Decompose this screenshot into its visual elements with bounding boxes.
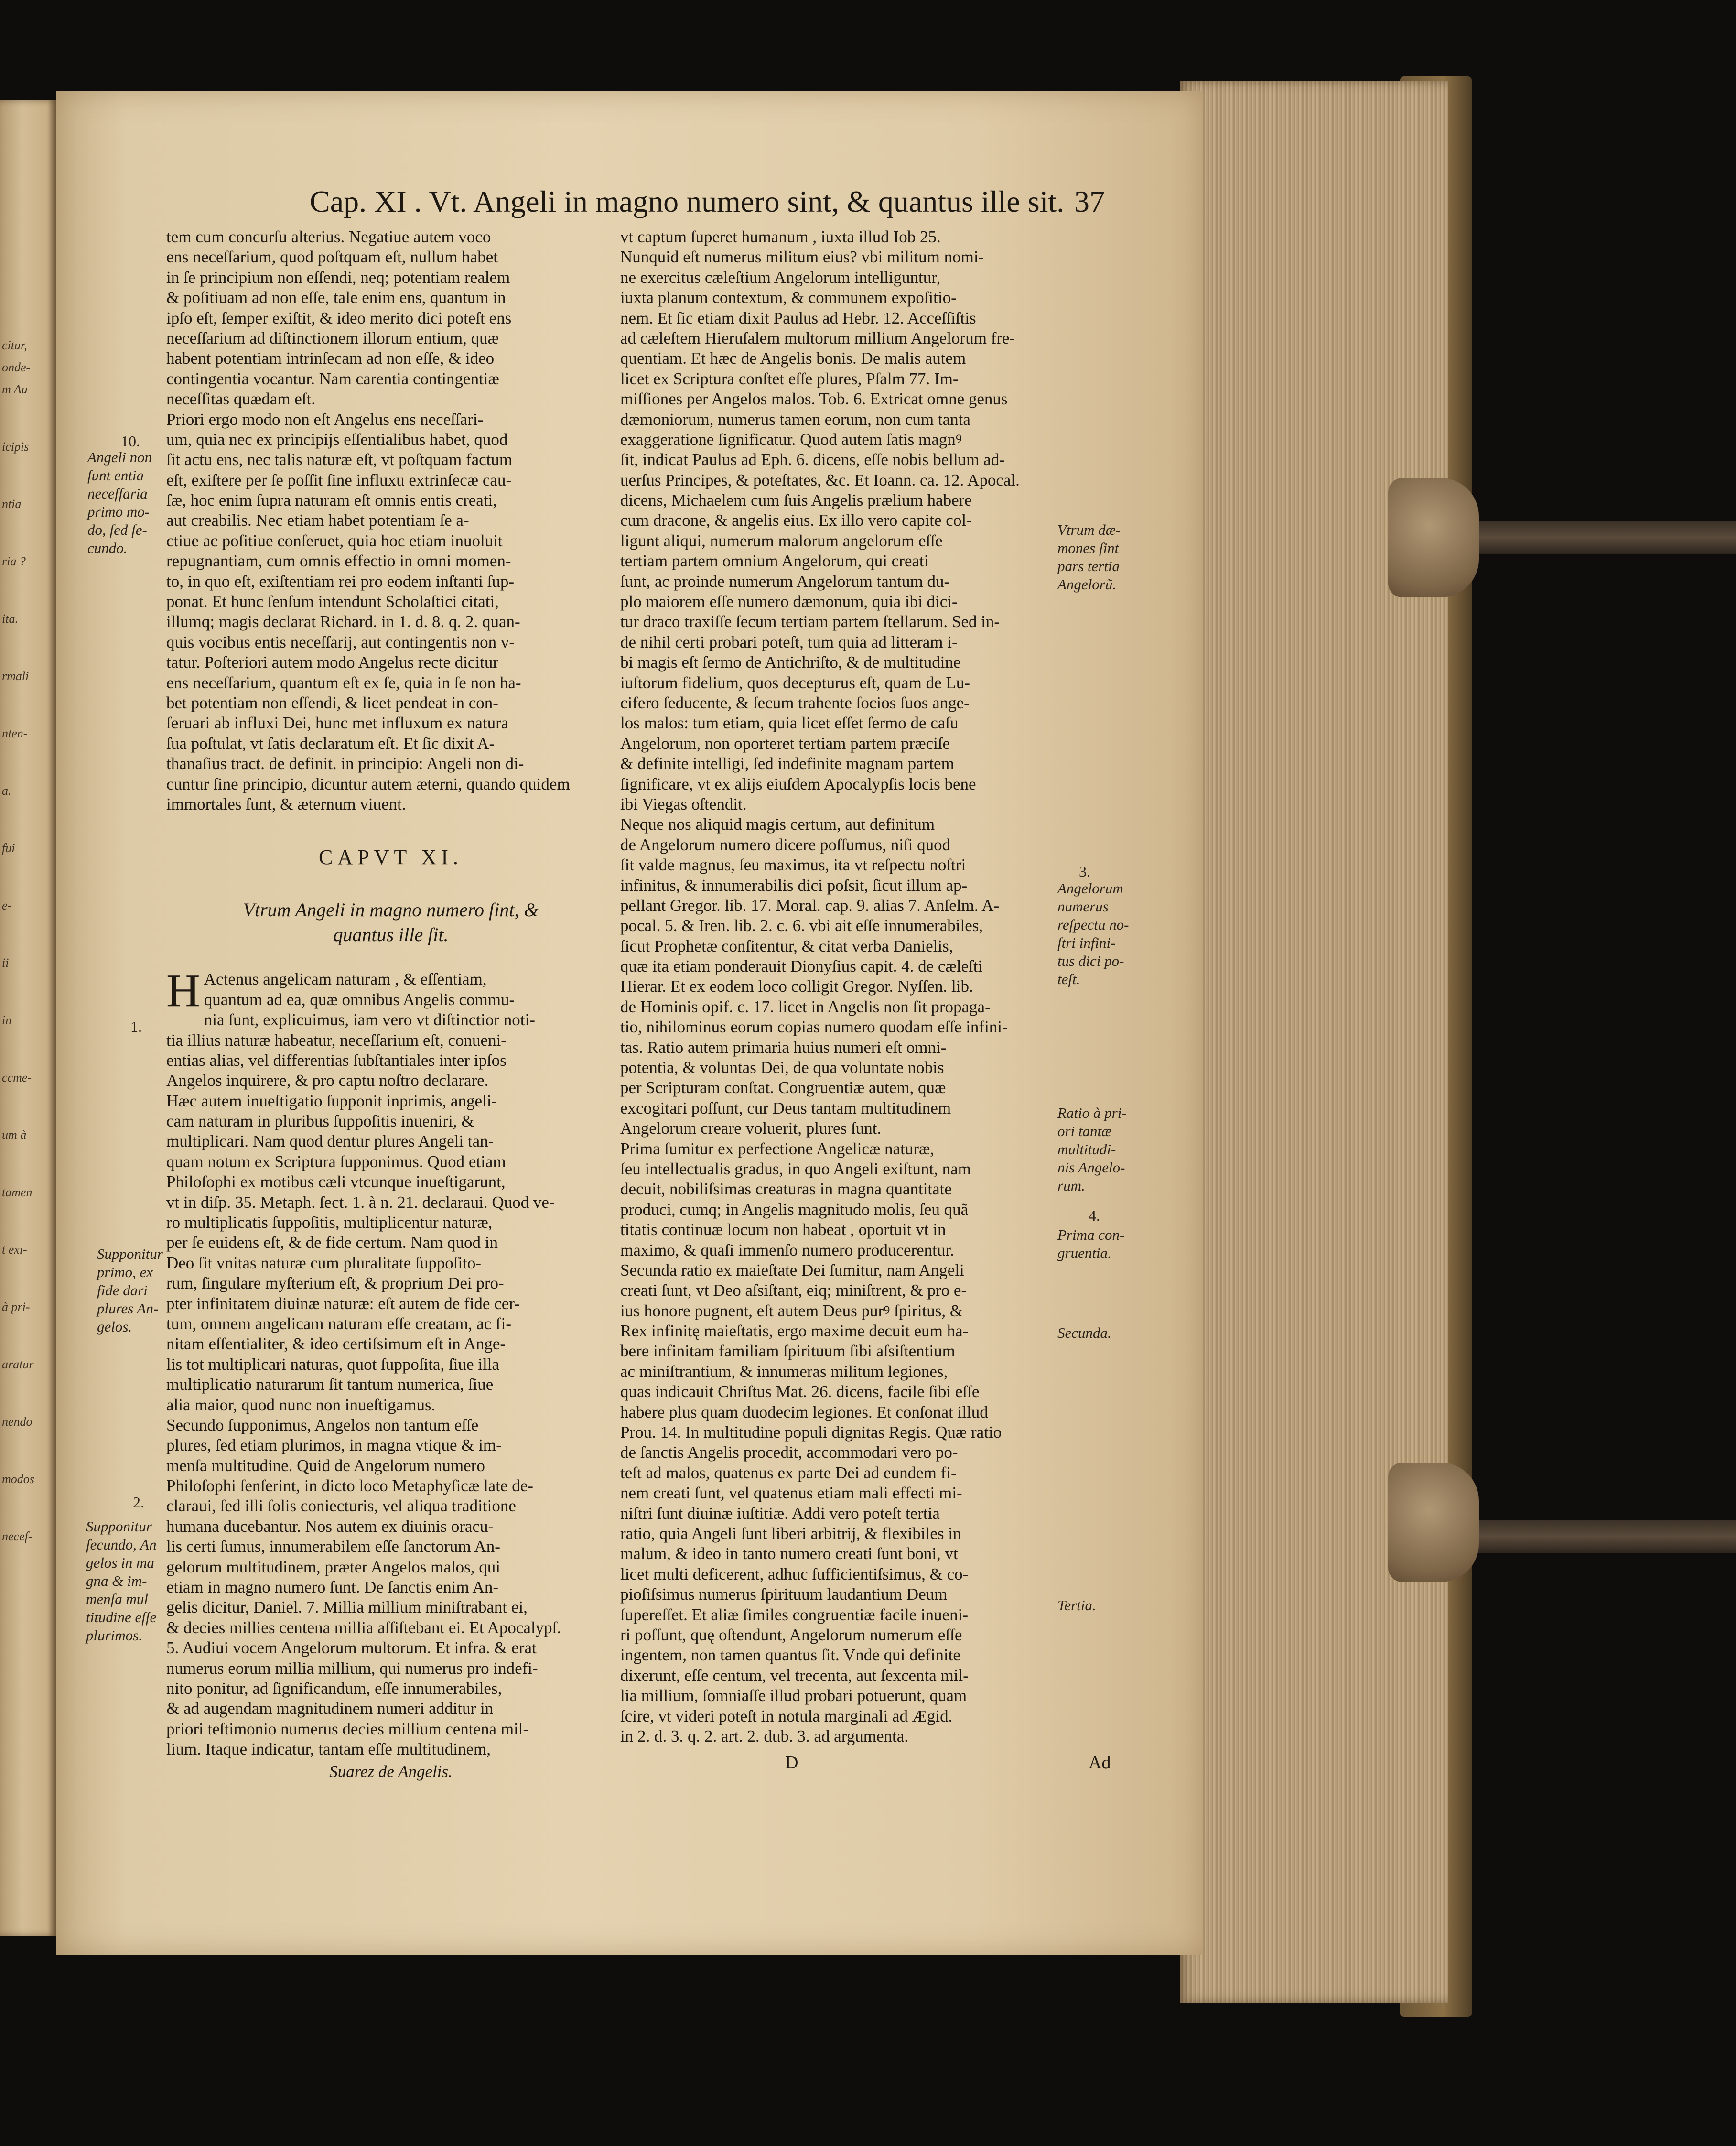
text-line: gelis dicitur, Daniel. 7. Millia millium miniſtrabant ei, <box>166 1598 528 1617</box>
text-line: ſignificare, vt ex alijs eiuſdem Apocalypſis locis bene <box>620 774 976 793</box>
clasp-top <box>1388 478 1479 597</box>
text-line: ſeu intellectualis gradus, in quo Angeli exiſtunt, nam <box>620 1159 971 1178</box>
margin-note-line: gruentia. <box>1057 1245 1111 1261</box>
text-line: tertiam partem omnium Angelorum, qui creati <box>620 552 929 571</box>
margin-note-3 <box>1057 879 1158 988</box>
page-fore-edge <box>1180 81 1448 2003</box>
chapter-body <box>166 965 615 1759</box>
text-line: quam notum ex Scriptura ſupponimus. Quod etiam <box>166 1152 506 1171</box>
text-line: ponat. Et hunc ſenſum intendunt Scholaſtici citati, <box>166 592 499 611</box>
text-line: quis vocibus entis neceſſarij, aut contingentis non v- <box>166 632 515 651</box>
catchword-right: Ad <box>1089 1753 1111 1773</box>
text-line: ingentem, non tamen quantus ſit. Vnde qui definite <box>620 1646 960 1665</box>
text-line: ligunt aliqui, numerum malorum angelorum eſſe <box>620 531 943 550</box>
page-footer <box>620 1752 1111 1781</box>
text-line: de ſanctis Angelis procedit, accommodari vero po- <box>620 1443 958 1462</box>
left-page-fragment: rmali <box>2 669 29 683</box>
text-line: ne exercitus cæleſtium Angelorum intelliguntur, <box>620 268 941 287</box>
margin-note-line: fide dari <box>97 1282 148 1299</box>
text-line: cuntur ſine principio, dicuntur autem æterni, quando quidem <box>166 774 570 793</box>
margin-note-line: menſa mul <box>86 1591 149 1607</box>
margin-note-line: plures An- <box>97 1300 159 1317</box>
page-number: 37 <box>1074 184 1105 218</box>
text-line: exaggeratione ſignificatur. Quod autem ſatis magnꝰ <box>620 430 962 449</box>
text-line: ctiue ac poſitiue conſeruet, quia hoc etiam inuoluit <box>166 531 503 550</box>
margin-note-line: Angelorũ. <box>1057 576 1117 593</box>
text-line: etiam in magno numero ſunt. De ſanctis enim An- <box>166 1578 498 1597</box>
text-line: de nihil certi probari poteſt, tum quia ad litteram i- <box>620 632 958 651</box>
margin-note-line: gna & im- <box>86 1572 147 1589</box>
margin-note-line: neceſſaria <box>87 485 148 502</box>
text-line: lium. Itaque indicatur, tantam eſſe multitudinem, <box>166 1740 491 1759</box>
left-column-text-top <box>166 227 615 814</box>
left-page-fragment: aratur <box>2 1357 34 1371</box>
margin-number-10: 10. <box>121 433 140 450</box>
running-head: Cap. XI . Vt. Angeli in magno numero sint, & quantus ille sit. <box>310 184 1065 218</box>
margin-note-tertia: Tertia. <box>1057 1597 1096 1614</box>
text-line: Philoſophi ſenſerint, in dicto loco Metaphyſicæ late de- <box>166 1476 533 1496</box>
text-line: miſſiones per Angelos malos. Tob. 6. Extricat omne genus <box>620 390 1008 409</box>
margin-note-line: nis Angelo- <box>1057 1159 1125 1176</box>
text-line: multiplicatio naturarum ſit tantum numerica, ſiue <box>166 1375 494 1394</box>
text-line: lis certi ſumus, innumerabilem eſſe ſanctorum An- <box>166 1537 500 1556</box>
signature-mark: D <box>785 1753 798 1773</box>
text-line: licet multi deficerent, adhuc ſufficientiſsimus, & co- <box>620 1564 969 1583</box>
margin-note-line: Supponitur <box>97 1246 163 1262</box>
text-line: Priori ergo modo non eſt Angelus ens neceſſari- <box>166 410 484 429</box>
text-line: Angelorum, non oporteret tertiam partem præciſe <box>620 734 950 753</box>
left-page-fragment: ita. <box>2 612 18 626</box>
chapter-subtitle <box>166 898 615 955</box>
text-line: Secunda ratio ex maieſtate Dei ſumitur, nam Angeli <box>620 1260 964 1279</box>
text-line: dicens, Michaelem cum ſuis Angelis prælium habere <box>620 491 972 510</box>
text-line: ſæ, hoc enim ſupra naturam eſt omnis entis creati, <box>166 491 497 510</box>
text-line: nem creati ſunt, vel quatenus etiam mali effecti mi- <box>620 1484 962 1503</box>
text-line: pioſiſsimus numerus ſpirituum laudantium Deum <box>620 1585 948 1604</box>
text-line: iuſtorum fidelium, quos decepturus eſt, quam de Lu- <box>620 673 970 692</box>
text-line: multiplicari. Nam quod dentur plures Angeli tan- <box>166 1132 494 1151</box>
text-line: tio, nihilominus eorum copias numero quodam eſſe infini- <box>620 1018 1008 1037</box>
text-line: & decies millies centena millia aſſiſtebant ei. Et Apocalypſ. <box>166 1618 561 1637</box>
margin-note-line: gelos. <box>97 1318 132 1335</box>
margin-note-ratio <box>1057 1104 1158 1195</box>
text-line: repugnantiam, cum omnis effectio in omni momen- <box>166 552 511 571</box>
text-line: Hæc autem inueſtigatio ſupponit inprimis, angeli- <box>166 1091 497 1110</box>
margin-note-line: Vtrum dæ- <box>1057 521 1121 538</box>
text-line: 5. Audiui vocem Angelorum multorum. Et infra. & erat <box>166 1638 537 1658</box>
text-line: menſa multitudine. Quid de Angelorum numero <box>166 1456 485 1475</box>
text-line: Prou. 14. In multitudine populi dignitas Regis. Quæ ratio <box>620 1423 1002 1442</box>
text-line: Hierar. Et ex eodem loco colligit Gregor. Nyſſen. lib. <box>620 977 973 996</box>
left-page-fragment: ria ? <box>2 554 26 568</box>
left-page-edge-text <box>2 335 54 1583</box>
left-facing-page <box>0 100 56 1936</box>
text-line: Rex infinitę maieſtatis, ergo maxime decuit eum ha- <box>620 1322 969 1341</box>
left-page-fragment: ccme- <box>2 1071 32 1084</box>
left-page-fragment: m Au <box>2 382 28 396</box>
text-line: ac miniſtrantium, & innumeras militum legiones, <box>620 1362 948 1381</box>
text-line: in ſe principium non eſſendi, neq; potentiam realem <box>166 268 510 287</box>
text-line: entias alias, vel differentias ſubſtantiales inter ipſos <box>166 1051 507 1070</box>
text-line: malum, & ideo in tanto numero creati ſunt boni, vt <box>620 1544 958 1563</box>
left-page-fragment: fui <box>2 841 15 855</box>
text-line: ſeruari ab influxi Dei, hunc met influxum ex natura <box>166 714 509 733</box>
text-line: pellant Gregor. lib. 17. Moral. cap. 9. alias 7. Anſelm. A- <box>620 896 1000 915</box>
text-line: vt captum ſuperet humanum , iuxta illud Iob 25. <box>620 228 941 246</box>
text-line: ens neceſſarium, quantum eſt ex ſe, quia in ſe non ha- <box>166 673 521 692</box>
margin-note-line: reſpectu no- <box>1057 916 1129 933</box>
margin-number-3: 3. <box>1079 863 1090 880</box>
text-line: ſit valde magnus, ſeu maximus, ita vt reſpectu noſtri <box>620 856 966 875</box>
text-line: pter infinitatem diuinæ naturæ: eſt autem de fide cer- <box>166 1294 520 1313</box>
left-page-fragment: ntia <box>2 497 22 511</box>
left-page-fragment: nten- <box>2 726 28 740</box>
text-line: nem. Et ſic etiam dixit Paulus ad Hebr. 12. Acceſſiſtis <box>620 308 976 327</box>
text-line: cifero ſeducente, & ſecum trahente ſocios ſuos ange- <box>620 693 970 712</box>
text-line: teſt ad malos, quatenus ex parte Dei ad eundem fi- <box>620 1463 957 1482</box>
text-line: Actenus angelicam naturam , & eſſentiam, <box>204 970 487 989</box>
text-line: immortales ſunt, & æternum viuent. <box>166 794 406 813</box>
text-line: claraui, ſed illi ſolis coniecturis, vel aliqua traditione <box>166 1496 516 1516</box>
margin-note-line: gelos in ma <box>86 1554 154 1571</box>
margin-note-line: Angeli non <box>87 449 152 466</box>
margin-note-line: cundo. <box>87 540 128 556</box>
text-line: gelorum multitudinem, præter Angelos malos, qui <box>166 1557 500 1576</box>
text-line: uerſus Principes, & poteſtates, &c. Et Ioann. ca. 12. Apocal. <box>620 470 1020 489</box>
margin-note-line: Prima con- <box>1057 1226 1125 1243</box>
right-column-text <box>620 227 1069 1746</box>
text-line: humana ducebantur. Nos autem ex diuinis oracu- <box>166 1517 494 1536</box>
text-line: thanaſius tract. de definit. in principio: Angeli non di- <box>166 754 524 773</box>
text-line: per Scripturam conſtat. Congruentiæ autem, quæ <box>620 1078 946 1097</box>
left-page-fragment: tamen <box>2 1185 32 1199</box>
text-line: ad cæleſtem Hieruſalem multorum millium Angelorum fre- <box>620 328 1015 347</box>
text-line: nitam eſſentialiter, & ideo certiſsimum eſt in Ange- <box>166 1334 506 1354</box>
text-line: plures, ſed etiam plurimos, in magna vtique & im- <box>166 1436 502 1455</box>
text-line: bi magis eſt ſermo de Antichriſto, & de multitudine <box>620 653 961 672</box>
text-line: ſua poſtulat, vt ſatis declaratum eſt. Et ſic dixit A- <box>166 734 495 753</box>
chapter-subtitle-line-1: Vtrum Angeli in magno numero ſint, & <box>243 899 539 921</box>
text-line: ipſo eſt, ſemper exiſtit, & ideo merito dici poteſt ens <box>166 308 512 327</box>
margin-note-line: plurimos. <box>86 1627 142 1644</box>
margin-note-line: titudine eſſe <box>86 1609 157 1626</box>
text-line: tatur. Poſteriori autem modo Angelus recte dicitur <box>166 653 498 672</box>
left-page-fragment: modos <box>2 1472 34 1486</box>
text-line: ſunt, ac proinde numerum Angelorum tantum du- <box>620 572 950 591</box>
text-line: decuit, nobiliſsimas creaturas in magna quantitate <box>620 1180 952 1199</box>
text-line: neceſſitas quædam eſt. <box>166 390 315 409</box>
text-line: priori teſtimonio numerus decies millium centena mil- <box>166 1719 529 1738</box>
text-line: tia illius naturæ habeatur, neceſſarium eſt, conueni- <box>166 1030 507 1050</box>
margin-note-line: Supponitur <box>86 1518 152 1535</box>
text-line: ſupereſſet. Et aliæ ſimiles congruentiæ facile inueni- <box>620 1605 968 1624</box>
text-line: bet potentiam non eſſendi, & licet pendeat in con- <box>166 693 498 712</box>
left-column <box>166 227 615 1782</box>
margin-note-line: primo mo- <box>87 503 150 520</box>
text-line: lis tot multiplicari naturas, quot ſuppoſita, ſiue illa <box>166 1355 499 1374</box>
left-page-fragment: in <box>2 1013 12 1027</box>
text-line: tas. Ratio autem primaria huius numeri eſt omni- <box>620 1038 947 1057</box>
text-line: quentiam. Et hæc de Angelis bonis. De malis autem <box>620 349 966 368</box>
text-line: produci, cumq; in Angelis magnitudo molis, ſeu quã <box>620 1200 969 1219</box>
text-line: ius honore pugnent, eſt autem Deus purꝰ ſpiritus, & <box>620 1301 963 1320</box>
text-line: de Hominis opif. c. 17. licet in Angelis non ſit propaga- <box>620 997 991 1016</box>
left-column-text-bottom <box>166 965 615 1759</box>
left-page-fragment: t exi- <box>2 1243 27 1257</box>
left-page-fragment: citur, <box>2 338 27 352</box>
text-line: quantum ad ea, quæ omnibus Angelis commu- <box>204 990 515 1009</box>
text-line: illumq; magis declarat Richard. in 1. d. 8. q. 2. quan- <box>166 612 520 631</box>
text-line: Angelos inquirere, & pro captu noſtro declarare. <box>166 1071 489 1090</box>
left-page-fragment: necef- <box>2 1529 32 1543</box>
margin-note-line: teſt. <box>1057 971 1080 987</box>
text-line: contingentia vocantur. Nam carentia contingentiæ <box>166 369 499 388</box>
text-line: cum dracone, & angelis eius. Ex illo vero capite col- <box>620 511 972 530</box>
left-page-fragment: a. <box>2 784 11 798</box>
text-line: Nunquid eſt numerus militum eius? vbi militum nomi- <box>620 248 984 267</box>
left-page-fragment: ii <box>2 956 9 970</box>
text-line: tur draco traxiſſe ſecum tertiam partem ſtellarum. Sed in- <box>620 612 1000 631</box>
margin-note-line: do, ſed ſe- <box>87 521 147 538</box>
text-line: quæ ita etiam ponderauit Dionyſius capit. 4. de cæleſti <box>620 957 983 976</box>
chapter-subtitle-line-2: quantus ille ſit. <box>333 924 449 946</box>
margin-number-4: 4. <box>1089 1207 1100 1224</box>
text-line: niſtri ſunt diuinæ iuſtitiæ. Addi vero poteſt tertia <box>620 1504 940 1523</box>
margin-note-line: Angelorum <box>1057 880 1123 897</box>
left-page-fragment: icipis <box>2 440 29 454</box>
text-line: ri poſſunt, quę oſtendunt, Angelorum numerum eſſe <box>620 1625 962 1644</box>
text-line: tum, omnem angelicam naturam eſſe creatam, ac fi- <box>166 1314 512 1333</box>
text-line: titatis continuæ locum non habeat , oportuit vt in <box>620 1220 946 1239</box>
text-line: rum, ſingulare myſterium eſt, & proprium Dei pro- <box>166 1274 504 1293</box>
text-line: lia millium, ſomniaſſe illud probari potuerunt, quam <box>620 1686 967 1705</box>
text-line: ſcire, vt videri poteſt in notula marginali ad Ægid. <box>620 1706 953 1725</box>
margin-note-line: tus dici po- <box>1057 953 1124 969</box>
text-line: tem cum concurſu alterius. Negatiue autem voco <box>166 228 491 246</box>
left-page-fragment: e- <box>2 899 12 912</box>
text-line: & ad augendam magnitudinem numeri additur in <box>166 1699 494 1718</box>
text-line: cam naturam in pluribus ſuppoſitis inueniri, & <box>166 1112 474 1131</box>
text-line: maximo, & quaſi immenſo numero producerentur. <box>620 1240 954 1259</box>
margin-note-line: rum. <box>1057 1177 1085 1194</box>
text-line: Neque nos aliquid magis certum, aut definitum <box>620 815 935 834</box>
margin-note-line: multitudi- <box>1057 1141 1116 1158</box>
margin-note-line: pars tertia <box>1057 558 1120 574</box>
page-header <box>252 184 1112 227</box>
text-line: ſit actu ens, nec talis naturæ eſt, vt poſtquam factum <box>166 450 513 469</box>
margin-note-line: ſecundo, An <box>86 1536 157 1553</box>
margin-note-line: mones ſint <box>1057 540 1119 556</box>
text-line: ro multiplicatis ſuppoſitis, multiplicentur naturæ, <box>166 1213 493 1232</box>
text-line: excogitari poſſunt, cur Deus tantam multitudinem <box>620 1098 951 1117</box>
left-page-fragment: nendo <box>2 1415 32 1429</box>
text-line: potentia, & voluntas Dei, de qua voluntate nobis <box>620 1058 944 1077</box>
text-line: dæmoniorum, numerus tamen eorum, non cum tanta <box>620 410 970 429</box>
text-line: ſit, indicat Paulus ad Eph. 6. dicens, eſſe nobis bellum ad- <box>620 450 1005 469</box>
margin-note-daemones <box>1057 521 1153 594</box>
margin-number-2: 2. <box>133 1494 144 1511</box>
margin-note-line: ori tantæ <box>1057 1123 1111 1139</box>
text-line: licet ex Scriptura conſtet eſſe plures, Pſalm 77. Im- <box>620 369 959 388</box>
text-line: pocal. 5. & Iren. lib. 2. c. 6. vbi ait eſſe innumerabiles, <box>620 916 983 935</box>
margin-note-line: ſunt entia <box>87 467 144 484</box>
chapter-title: CAPVT XI. <box>319 845 463 869</box>
text-line: to, in quo eſt, exiſtentiam rei pro eodem inſtanti ſup- <box>166 572 515 591</box>
left-page-fragment: onde- <box>2 360 31 374</box>
catchword-left: Suarez de Angelis. <box>329 1762 453 1781</box>
text-line: alia maior, quod nunc non inueſtigamus. <box>166 1395 436 1414</box>
text-line: habere plus quam duodecim legiones. Et conſonat illud <box>620 1402 988 1421</box>
text-line: plo maiorem eſſe numero dæmonum, quia ibi dici- <box>620 592 958 611</box>
margin-note-4 <box>1057 1226 1158 1262</box>
text-line: ens neceſſarium, quod poſtquam eſt, nullum habet <box>166 248 498 267</box>
text-line: aut creabilis. Nec etiam habet potentiam ſe a- <box>166 511 469 530</box>
text-line: vt in diſp. 35. Metaph. ſect. 1. à n. 21. declaraui. Quod ve- <box>166 1192 555 1212</box>
text-line: habent potentiam intrinſecam ad non eſſe, & ideo <box>166 349 495 368</box>
clasp-bottom <box>1388 1463 1479 1582</box>
text-line: Secundo ſupponimus, Angelos non tantum eſſe <box>166 1415 479 1434</box>
page-37 <box>56 91 1203 1955</box>
text-line: nia ſunt, explicuimus, iam vero vt diſtinctior noti- <box>204 1010 535 1030</box>
text-line: iuxta planum contextum, & communem expoſitio- <box>620 288 957 307</box>
text-line: los malos: tum etiam, quia licet eſſet ſermo de caſu <box>620 714 959 733</box>
text-line: Prima ſumitur ex perfectione Angelicæ naturæ, <box>620 1139 935 1158</box>
text-line: de Angelorum numero dicere poſſumus, niſi quod <box>620 835 951 854</box>
text-line: & poſitiuam ad non eſſe, tale enim ens, quantum in <box>166 288 506 307</box>
left-page-fragment: à pri- <box>2 1300 30 1314</box>
text-line: Angelorum creare voluerit, plures ſunt. <box>620 1119 882 1138</box>
text-line: per ſe euidens eſt, & de fide certum. Nam quod in <box>166 1233 498 1252</box>
left-page-fragment: um à <box>2 1128 27 1142</box>
margin-note-line: primo, ex <box>97 1264 153 1280</box>
margin-note-line: numerus <box>1057 898 1109 915</box>
text-line: in 2. d. 3. q. 2. art. 2. dub. 3. ad argumenta. <box>620 1726 908 1745</box>
text-line: infinitus, & innumerabilis dici poſsit, ſicut illum ap- <box>620 876 968 895</box>
margin-note-line: ſtri infini- <box>1057 934 1116 951</box>
text-line: ibi Viegas oſtendit. <box>620 794 747 813</box>
text-line: bere infinitam familiam ſpirituum ſibi aſsiſtentium <box>620 1342 955 1361</box>
text-line: neceſſarium ad diſtinctionem illorum entium, quæ <box>166 328 499 347</box>
text-line: nito ponitur, ad ſignificandum, eſſe innumerabiles, <box>166 1679 502 1698</box>
text-line: numerus eorum millia millium, qui numerus pro indefi- <box>166 1658 538 1678</box>
margin-number-1: 1. <box>130 1018 142 1035</box>
text-line: eſt, exiſtere per ſe poſſit ſine influxu extrinſecæ cau- <box>166 470 512 489</box>
text-line: Philoſophi ex motibus cæli vtcunque inueſtigarunt, <box>166 1172 506 1192</box>
margin-note-secunda: Secunda. <box>1057 1324 1111 1341</box>
text-line: ſicut Prophetæ conſitentur, & citat verba Danielis, <box>620 936 953 955</box>
text-line: quas indicauit Chriſtus Mat. 26. dicens, facile ſibi eſſe <box>620 1382 980 1401</box>
text-line: ratio, quia Angeli ſunt liberi arbitrij, & flexibiles in <box>620 1524 961 1543</box>
text-line: dixerunt, eſſe centum, vel trecenta, aut ſexcenta mil- <box>620 1666 969 1685</box>
margin-note-line: Ratio à pri- <box>1057 1105 1127 1121</box>
text-line: Deo ſit vnitas naturæ cum pluralitate ſuppoſito- <box>166 1253 482 1272</box>
text-line: & definite intelligi, ſed indefinite magnam partem <box>620 754 954 773</box>
drop-cap: H <box>166 965 200 1017</box>
text-line: creati ſunt, vt Deo aſsiſtant, eiq; miniſtrent, & pro e- <box>620 1281 967 1300</box>
text-line: um, quia nec ex principijs eſſentialibus habet, quod <box>166 430 508 449</box>
